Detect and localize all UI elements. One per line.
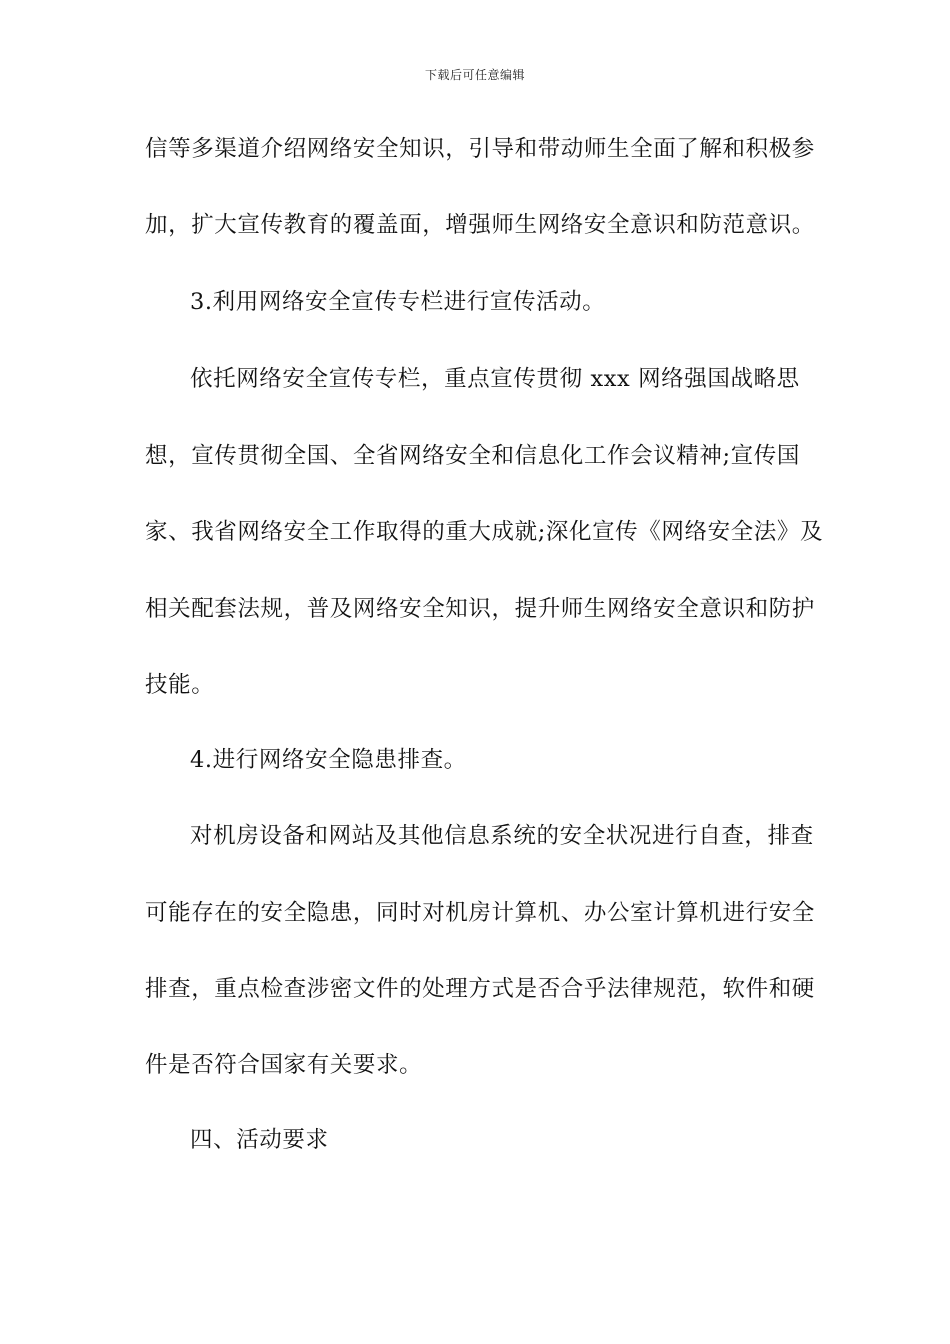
body-line: 技能。	[145, 672, 215, 698]
body-line: 件是否符合国家有关要求。	[145, 1052, 423, 1078]
body-line: 加，扩大宣传教育的覆盖面，增强师生网络安全意识和防范意识。	[145, 212, 815, 238]
body-line: 排查，重点检查涉密文件的处理方式是否合乎法律规范，软件和硬	[145, 976, 815, 1002]
page-header: 下载后可任意编辑	[424, 68, 525, 82]
body-line: 依托网络安全宣传专栏，重点宣传贯彻 xxx 网络强国战略思	[190, 366, 800, 392]
body-line: 信等多渠道介绍网络安全知识，引导和带动师生全面了解和积极参	[145, 136, 815, 162]
body-line: 对机房设备和网站及其他信息系统的安全状况进行自查，排查	[190, 823, 814, 849]
body-line: 相关配套法规，普及网络安全知识，提升师生网络安全意识和防护	[145, 596, 815, 622]
section-heading-four: 四、活动要求	[190, 1127, 329, 1153]
body-line: 可能存在的安全隐患，同时对机房计算机、办公室计算机进行安全	[145, 900, 815, 926]
section-heading-3: 3.利用网络安全宣传专栏进行宣传活动。	[190, 289, 606, 315]
body-line: 想，宣传贯彻全国、全省网络安全和信息化工作会议精神;宣传国	[145, 443, 800, 469]
section-heading-4: 4.进行网络安全隐患排查。	[190, 747, 467, 773]
body-line: 家、我省网络安全工作取得的重大成就;深化宣传《网络安全法》及	[145, 519, 824, 545]
